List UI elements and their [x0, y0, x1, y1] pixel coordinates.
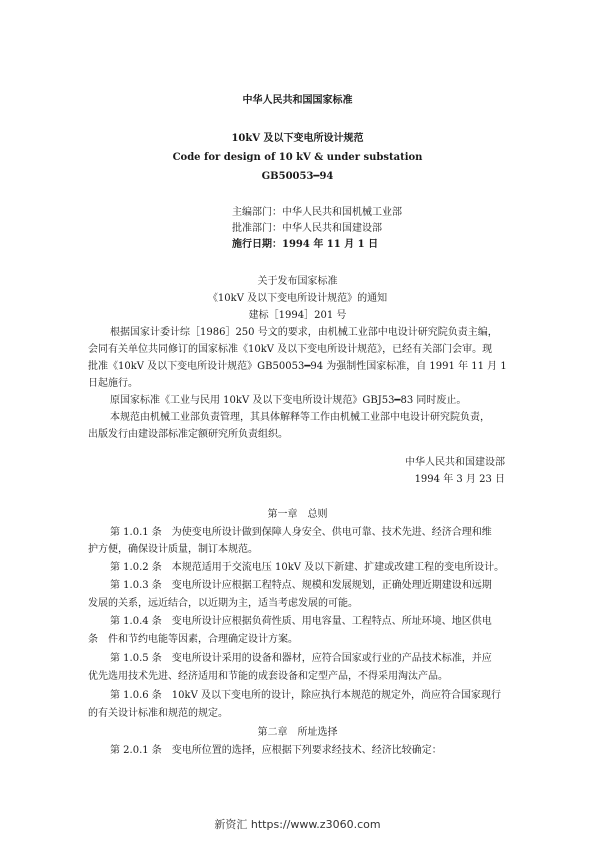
notice-paragraph-1-line-2: 会同有关单位共同修订的国家标准《10kV 及以下变电所设计规范》，已经有关部门会审。现 — [88, 344, 493, 355]
chapter-1-heading: 第一章 总则 — [267, 509, 328, 520]
article-1-0-2: 第 1.0.2 条 本规范适用于交流电压 10kV 及以下新建、扩建或改建工程的变电所设计。 — [110, 562, 505, 573]
article-1-0-5-line-1: 第 1.0.5 条 变电所设计采用的设备和器材，应符合国家或行业的产品技术标准，并应 — [110, 653, 492, 664]
notice-date: 1994 年 3 月 23 日 — [414, 474, 505, 485]
title-cn: 10kV 及以下变电所设计规范 — [231, 133, 364, 144]
standard-code: GB50053━94 — [261, 171, 334, 182]
notice-signer: 中华人民共和国建设部 — [405, 457, 505, 468]
article-1-0-1-line-1: 第 1.0.1 条 为使变电所设计做到保障人身安全、供电可靠、技术先进、经济合理和维 — [110, 527, 492, 538]
notice-paragraph-1-line-4: 日起施行。 — [88, 378, 138, 389]
editor-department: 主编部门：中华人民共和国机械工业部 — [232, 207, 402, 218]
article-1-0-3-line-2: 发展的关系，远近结合，以近期为主，适当考虑发展的可能。 — [88, 598, 358, 609]
notice-paragraph-2: 原国家标准《工业与民用 10kV 及以下变电所设计规范》GBJ53━83 同时废止。 — [110, 395, 467, 406]
effective-date: 施行日期：1994 年 11 月 1 日 — [232, 239, 379, 250]
footer-watermark: 新资汇 https://www.z3060.com — [214, 818, 381, 831]
approver-department: 批准部门：中华人民共和国建设部 — [232, 223, 382, 234]
article-1-0-1-line-2: 护方便，确保设计质量，制订本规范。 — [88, 544, 258, 555]
notice-paragraph-1-line-3: 批准《10kV 及以下变电所设计规范》GB50053━94 为强制性国家标准，自 1991 年 11 月 1 — [88, 361, 507, 372]
article-2-0-1-line-1: 第 2.0.1 条 变电所位置的选择，应根据下列要求经技术、经济比较确定： — [110, 745, 442, 756]
article-1-0-4-line-2: 条 件和节约电能等因素，合理确定设计方案。 — [88, 634, 298, 645]
notice-title-1: 关于发布国家标准 — [257, 276, 338, 287]
chapter-2-heading: 第二章 所址选择 — [257, 727, 338, 738]
notice-title-2: 《10kV 及以下变电所设计规范》的通知 — [207, 293, 388, 304]
article-1-0-5-line-2: 优先选用技术先进、经济适用和节能的成套设备和定型产品，不得采用淘汰产品。 — [88, 671, 448, 682]
notice-paragraph-3-line-1: 本规范由机械工业部负责管理，其具体解释等工作由机械工业部中电设计研究院负责， — [110, 412, 490, 423]
article-1-0-4-line-1: 第 1.0.4 条 变电所设计应根据负荷性质、用电容量、工程特点、所址环境、地区供电 — [110, 616, 492, 627]
article-1-0-3-line-1: 第 1.0.3 条 变电所设计应根据工程特点、规模和发展规划，正确处理近期建设和远期 — [110, 580, 492, 591]
article-1-0-6-line-2: 的有关设计标准和规范的规定。 — [88, 708, 228, 719]
notice-doc-number: 建标［1994］201 号 — [248, 310, 347, 321]
notice-paragraph-1-line-1: 根据国家计委计综［1986］250 号文的要求，由机械工业部中电设计研究院负责主编， — [110, 327, 498, 338]
notice-paragraph-3-line-2: 出版发行由建设部标准定额研究所负责组织。 — [88, 429, 288, 440]
title-en: Code for design of 10 kV & under substation — [172, 152, 423, 163]
national-standard-label: 中华人民共和国国家标准 — [242, 95, 353, 106]
article-1-0-6-line-1: 第 1.0.6 条 10kV 及以下变电所的设计，除应执行本规范的规定外，尚应符合国家现行 — [110, 690, 501, 701]
